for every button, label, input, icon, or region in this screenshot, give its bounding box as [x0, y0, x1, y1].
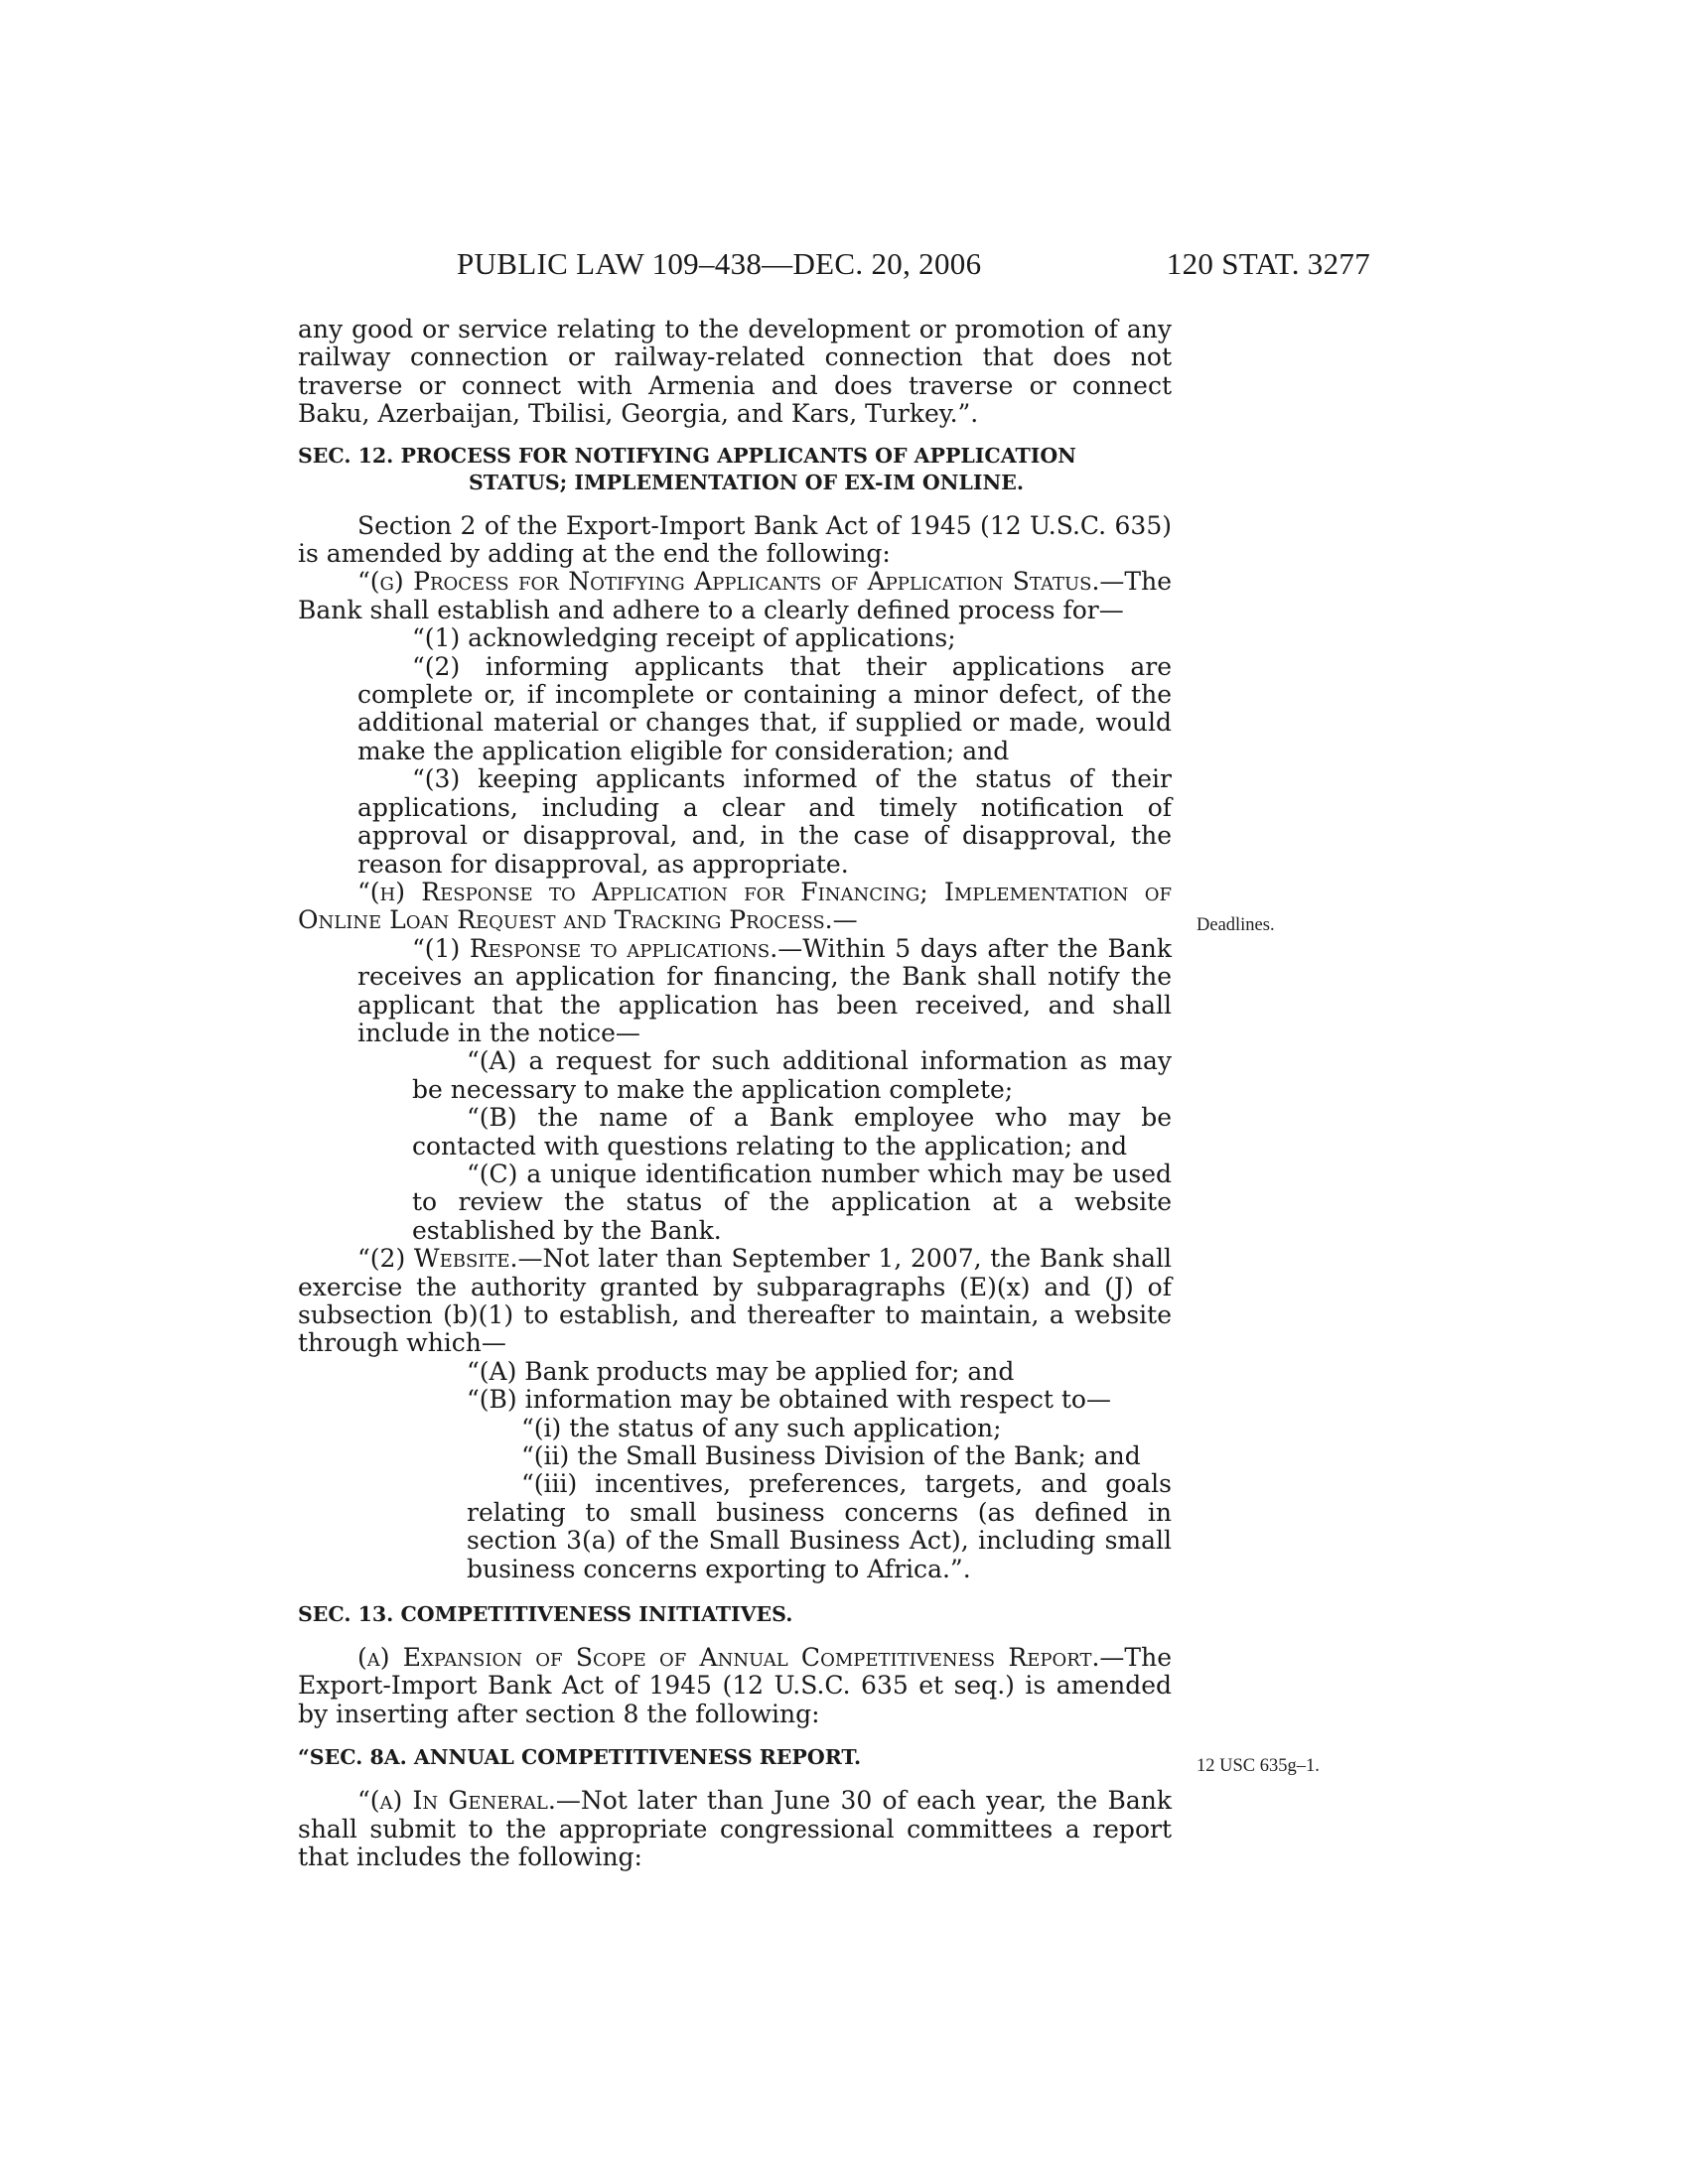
subsection-8a-a-heading: “(a) In General. — [357, 1786, 556, 1816]
item-h2Bii: “(ii) the Small Business Division of the Bank; and — [521, 1441, 1141, 1471]
section-12-heading-line1: SEC. 12. PROCESS FOR NOTIFYING APPLICANTS OF APPLICATION — [298, 443, 1076, 468]
item-h1B: “(B) the name of a Bank employee who may be contacted with questions relating to the application; and — [412, 1103, 1172, 1160]
subsection-h-heading: “(h) Response to Application for Financing; Implementation of Online Loan Request and Tracking Process. — [298, 877, 1172, 935]
margin-note-deadlines: Deadlines. — [1196, 915, 1275, 935]
document-body — [298, 316, 1172, 1872]
item-h1 — [298, 935, 1172, 1048]
section-12-intro: Section 2 of the Export-Import Bank Act of 1945 (12 U.S.C. 635) is amended by adding at the end the following: — [298, 510, 1172, 569]
item-h2-heading: “(2) Website. — [357, 1244, 518, 1274]
section-12-heading — [298, 443, 1172, 496]
item-g3: “(3) keeping applicants informed of the status of their applications, including a clear and timely notification of approval or disapproval, and, in the case of disapproval, the reason for disapproval, as appropriate. — [357, 764, 1172, 879]
subsection-8a-a — [298, 1787, 1172, 1871]
item-h2 — [298, 1245, 1172, 1358]
subsection-13a — [298, 1644, 1172, 1728]
page-header — [298, 246, 1370, 286]
subsection-h-dash: — — [832, 905, 858, 935]
item-g1-text: “(1) acknowledging receipt of applications; — [412, 623, 956, 653]
subsection-13a-heading: (a) Expansion of Scope of Annual Competitiveness Report. — [357, 1643, 1100, 1673]
subsection-13a-text: —The Export-Import Bank Act of 1945 (12 U.S.C. 635 et seq.) is amended by inserting after section 8 the following: — [298, 1643, 1172, 1728]
item-h1A: “(A) a request for such additional information as may be necessary to make the application complete; — [412, 1046, 1172, 1104]
header-stat-page: 120 STAT. 3277 — [1166, 246, 1370, 281]
margin-note-usc: 12 USC 635g–1. — [1196, 1756, 1320, 1776]
item-h1-heading: “(1) Response to applications. — [412, 933, 778, 963]
item-h2-text: —Not later than September 1, 2007, the Bank shall exercise the authority granted by subparagraphs (E)(x) and (J) of subsection (b)(1) to establish, and thereafter to maintain, a website through which— — [298, 1244, 1172, 1358]
subsection-g — [298, 568, 1172, 624]
subsection-h — [298, 879, 1172, 935]
item-h1C: “(C) a unique identification number which may be used to review the status of the application at a website established by the Bank. — [412, 1159, 1172, 1245]
item-h2Bi: “(i) the status of any such application; — [521, 1413, 1002, 1442]
item-g2: “(2) informing applicants that their applications are complete or, if incomplete or containing a minor defect, of the additional material or changes that, if supplied or made, would make the application eligible for consideration; and — [357, 651, 1172, 765]
item-h2B: “(B) information may be obtained with respect to— — [467, 1385, 1111, 1415]
header-title: PUBLIC LAW 109–438—DEC. 20, 2006 — [457, 246, 982, 281]
section-13-heading: SEC. 13. COMPETITIVENESS INITIATIVES. — [298, 1602, 793, 1627]
section-8a-heading: “SEC. 8A. ANNUAL COMPETITIVENESS REPORT. — [298, 1745, 862, 1770]
item-h2A: “(A) Bank products may be applied for; and — [467, 1356, 1015, 1386]
section-12-heading-line2: STATUS; IMPLEMENTATION OF EX-IM ONLINE. — [469, 470, 1025, 494]
subsection-8a-a-text: —Not later than June 30 of each year, the Bank shall submit to the appropriate congressional committees a report that includes the following: — [298, 1786, 1172, 1872]
subsection-g-heading: “(g) Process for Notifying Applicants of Application Status. — [357, 567, 1100, 597]
paragraph-continuation: any good or service relating to the development or promotion of any railway connection or railway-related connection that does not traverse or connect with Armenia and does traverse or connect Baku, Azerbaijan, Tbilisi, Georgia, and Kars, Turkey.”. — [298, 315, 1172, 429]
item-h2Biii: “(iii) incentives, preferences, targets, and goals relating to small business concerns (as defined in section 3(a) of the Small Business Act), including small business concerns exporting to Africa.”. — [467, 1469, 1172, 1583]
item-h1-text: —Within 5 days after the Bank receives an application for financing, the Bank shall notify the applicant that the application has been received, and shall include in the notice— — [357, 933, 1172, 1047]
item-g1 — [298, 624, 1172, 652]
subsection-g-text: —The Bank shall establish and adhere to a clearly defined process for— — [298, 567, 1172, 624]
